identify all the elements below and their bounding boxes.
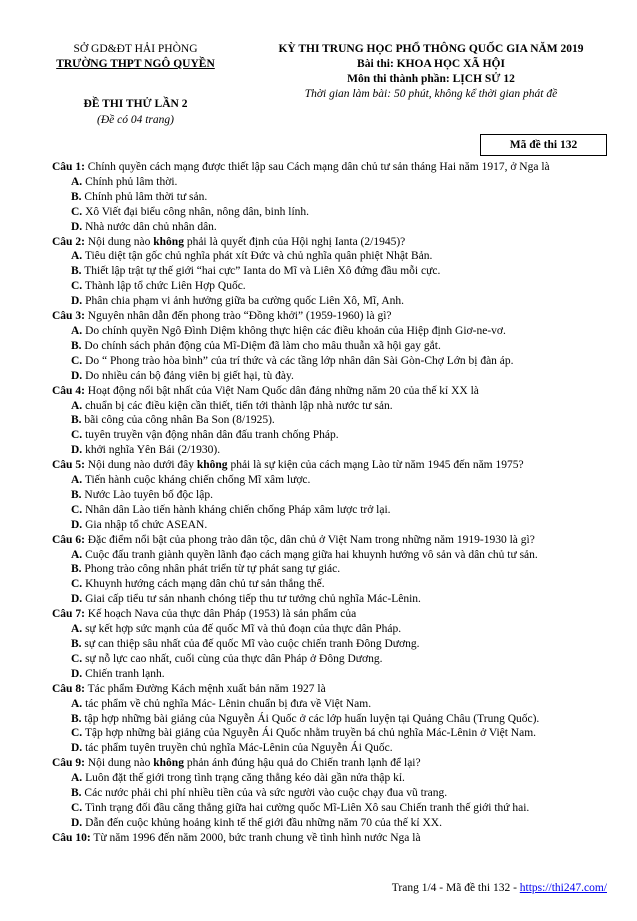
answer-option: [52, 220, 608, 235]
answer-option: [52, 801, 608, 816]
footer-text: Trang 1/4 - Mã đề thi 132 -: [391, 882, 520, 894]
option-text: Do chính quyền Ngô Đình Diệm không thực hiện các điều khoản của Hiệp định Giơ-ne-vơ.: [85, 324, 506, 337]
answer-option: [52, 741, 608, 756]
question-stem: [52, 682, 608, 697]
question-text: Từ năm 1996 đến năm 2000, bức tranh chung về tình hình nước Nga là: [93, 831, 421, 844]
option-text: tác phẩm về chủ nghĩa Mác- Lênin chuẩn bị đưa về Việt Nam.: [85, 697, 372, 710]
option-text: Tình trạng đối đầu căng thẳng giữa hai cường quốc Mĩ-Liên Xô sau Chiến tranh thế giới thứ hai.: [84, 801, 530, 814]
option-label: C.: [71, 354, 83, 367]
answer-option: [52, 712, 608, 727]
exam-title: KỲ THI TRUNG HỌC PHỔ THÔNG QUỐC GIA NĂM 2019: [278, 43, 584, 55]
option-text: tác phẩm tuyên truyền chủ nghĩa Mác-Lênin của Nguyễn Ái Quốc.: [85, 742, 393, 755]
trial-info: [38, 96, 233, 128]
option-text: Tiến hành cuộc kháng chiến chống Mĩ xâm lược.: [84, 474, 311, 487]
question-stem: [52, 533, 608, 548]
option-label: D.: [71, 220, 83, 233]
footer-link[interactable]: https://thi247.com/: [519, 882, 607, 894]
option-text: sự can thiệp sâu nhất của đế quốc Mĩ vào cuộc chiến tranh Đông Dương.: [84, 638, 420, 650]
question-text: Nội dung nào: [87, 757, 151, 770]
answer-option: [52, 816, 608, 831]
option-label: A.: [71, 175, 83, 188]
question-text: Kế hoạch Nava của thực dân Pháp (1953) là sản phẩm của: [87, 608, 357, 621]
option-label: B.: [71, 787, 82, 800]
option-label: B.: [71, 638, 82, 650]
answer-option: [52, 503, 608, 518]
page-count-note: (Đề có 04 trang): [97, 114, 174, 126]
question-3: [52, 309, 608, 384]
question-number: Câu 2:: [52, 235, 85, 248]
option-text: chuẩn bị các điều kiện cần thiết, tiến tới thành lập nhà nước tư sản.: [85, 399, 393, 412]
question-stem: [52, 309, 608, 324]
option-text: sự kết hợp sức mạnh của đế quốc Mĩ và thủ đoạn của thực dân Pháp.: [85, 623, 402, 636]
answer-option: [52, 443, 608, 458]
answer-option: [52, 726, 608, 741]
option-label: C.: [71, 205, 83, 218]
option-text: Chính phủ lâm thời tư sản.: [84, 190, 208, 203]
question-5: [52, 458, 608, 533]
answer-option: [52, 175, 608, 190]
exam-time: Thời gian làm bài: 50 phút, không kể thời gian phát đề: [304, 88, 558, 100]
option-text: Gia nhập tổ chức ASEAN.: [85, 518, 208, 531]
question-number: Câu 3:: [52, 310, 85, 323]
option-text: Khuynh hướng cách mạng dân chủ tư sản thắng thế.: [85, 578, 325, 591]
answer-option: [52, 279, 608, 294]
question-stem: [52, 235, 608, 250]
option-text: Luôn đặt thế giới trong tình trạng căng thẳng kéo dài gần nửa thập kỉ.: [85, 772, 405, 785]
option-text: Xô Viết đại biểu công nhân, nông dân, binh lính.: [85, 205, 310, 218]
option-label: B.: [71, 190, 82, 203]
question-9: [52, 756, 608, 831]
option-label: A.: [71, 772, 83, 785]
option-text: khởi nghĩa Yên Bái (2/1930).: [85, 444, 221, 457]
option-label: D.: [71, 593, 83, 606]
option-label: C.: [71, 727, 83, 740]
option-label: D.: [71, 667, 83, 680]
answer-option: [52, 548, 608, 563]
question-number: Câu 1:: [52, 161, 85, 173]
option-text: Nhà nước dân chủ nhân dân.: [85, 220, 217, 233]
question-stem: [52, 756, 608, 771]
school-name: TRƯỜNG THPT NGÔ QUYỀN: [56, 58, 215, 70]
answer-option: [52, 622, 608, 637]
answer-option: [52, 413, 608, 428]
option-label: C.: [71, 578, 83, 591]
option-text: Phân chia phạm vi ảnh hưởng giữa ba cường quốc Liên Xô, Mĩ, Anh.: [85, 295, 405, 308]
answer-option: [52, 369, 608, 384]
question-keyword: không: [153, 235, 184, 248]
option-text: Phong trào công nhân phát triển từ tự phát sang tự giác.: [84, 563, 341, 576]
question-stem: [52, 607, 608, 622]
question-number: Câu 9:: [52, 757, 85, 770]
answer-option: [52, 264, 608, 279]
option-text: Tập hợp những bài giảng của Nguyễn Ái Quốc nhằm truyền bá chủ nghĩa Mác-Lênin ở Việt Nam.: [84, 727, 537, 740]
answer-option: [52, 294, 608, 309]
option-text: Do “ Phong trào hòa bình” của trí thức và các tầng lớp nhân dân Sài Gòn-Chợ Lớn bị đàn áp.: [85, 354, 514, 367]
option-text: Chiến tranh lạnh.: [85, 667, 165, 680]
answer-option: [52, 473, 608, 488]
trial-label: ĐỀ THI THỬ LẦN 2: [83, 98, 188, 110]
answer-option: [52, 667, 608, 682]
question-6: [52, 533, 608, 608]
question-text: Đặc điểm nổi bật của phong trào dân tộc, dân chủ ở Việt Nam trong những năm 1919-1930 là gì?: [87, 533, 535, 546]
exam-subject: Bài thi: KHOA HỌC XÃ HỘI: [357, 58, 505, 70]
question-number: Câu 4:: [52, 384, 85, 397]
option-text: Dẫn đến cuộc khủng hoảng kinh tế thế giới đầu những năm 70 của thế kỉ XX.: [85, 816, 442, 829]
option-label: A.: [71, 474, 83, 487]
question-4: [52, 384, 608, 459]
option-label: B.: [71, 563, 82, 576]
question-stem: [52, 384, 608, 399]
option-text: Các nước phải chi phí nhiều tiền của và sức người vào cuộc chạy đua vũ trang.: [84, 787, 448, 800]
option-text: Do nhiều cán bộ đảng viên bị giết hại, tù đày.: [85, 369, 294, 382]
answer-option: [52, 771, 608, 786]
option-label: A.: [71, 548, 83, 561]
option-text: Do chính sách phản động của Mĩ-Diệm đã làm cho mâu thuẫn xã hội gay gắt.: [84, 339, 441, 352]
option-label: C.: [71, 429, 83, 442]
option-text: Thiết lập trật tự thế giới “hai cực” Ianta do Mĩ và Liên Xô đứng đầu mỗi cực.: [84, 265, 441, 278]
option-text: Chính phủ lâm thời.: [85, 175, 178, 188]
answer-option: [52, 488, 608, 503]
question-keyword: không: [196, 459, 228, 472]
question-number: Câu 7:: [52, 608, 85, 621]
header-left: [38, 42, 233, 72]
question-number: Câu 8:: [52, 682, 85, 695]
answer-option: [52, 428, 608, 443]
option-label: D.: [71, 444, 83, 457]
option-label: A.: [71, 399, 83, 412]
question-text: Nội dung nào: [87, 235, 151, 248]
answer-option: [52, 562, 608, 577]
question-number: Câu 6:: [52, 533, 85, 546]
dept-name: SỞ GD&ĐT HẢI PHÒNG: [73, 43, 198, 55]
option-text: Thành lập tổ chức Liên Hợp Quốc.: [84, 280, 246, 293]
answer-option: [52, 518, 608, 533]
answer-option: [52, 399, 608, 414]
question-stem: [52, 458, 608, 473]
answer-option: [52, 324, 608, 339]
answer-option: [52, 637, 608, 652]
question-text: Tác phẩm Đường Kách mệnh xuất bản năm 1927 là: [87, 682, 326, 695]
question-10: [52, 831, 608, 846]
option-text: tập hợp những bài giảng của Nguyễn Ái Quốc ở các lớp huấn luyện tại Quảng Châu (Trung Quốc).: [84, 712, 540, 725]
option-label: A.: [71, 623, 83, 636]
question-1: [52, 160, 608, 235]
question-keyword: không: [153, 757, 184, 770]
question-text-continued: phản ánh đúng hậu quả do Chiến tranh lạnh để lại?: [186, 757, 421, 770]
question-text: Nguyên nhân dẫn đến phong trào “Đồng khởi” (1959-1960) là gì?: [87, 310, 392, 323]
option-label: D.: [71, 742, 83, 755]
answer-option: [52, 592, 608, 607]
answer-option: [52, 339, 608, 354]
option-label: B.: [71, 488, 82, 501]
question-number: Câu 10:: [52, 831, 91, 844]
answer-option: [52, 249, 608, 264]
answer-option: [52, 786, 608, 801]
question-number: Câu 5:: [52, 459, 85, 472]
answer-option: [52, 652, 608, 667]
question-text: Chính quyền cách mạng được thiết lập sau Cách mạng dân chủ tư sản tháng Hai năm 1917, ở Nga là: [87, 161, 550, 173]
question-7: [52, 607, 608, 682]
option-label: B.: [71, 712, 82, 725]
option-text: Tiêu diệt tận gốc chủ nghĩa phát xít Đức và chủ nghĩa quân phiệt Nhật Bản.: [84, 250, 433, 263]
option-text: Nước Lào tuyên bố độc lập.: [84, 488, 213, 501]
option-label: D.: [71, 369, 83, 382]
option-label: D.: [71, 816, 83, 829]
question-text-continued: phải là quyết định của Hội nghị Ianta (2/1945)?: [186, 235, 406, 248]
answer-option: [52, 577, 608, 592]
option-label: A.: [71, 324, 83, 337]
option-text: Giai cấp tiểu tư sản nhanh chóng tiếp thu tư tưởng chủ nghĩa Mác-Lênin.: [85, 593, 421, 606]
option-label: D.: [71, 295, 83, 308]
option-label: B.: [71, 414, 82, 427]
answer-option: [52, 205, 608, 220]
question-text-continued: phải là sự kiện của cách mạng Lào từ năm 1945 đến năm 1975?: [230, 459, 524, 472]
question-8: [52, 682, 608, 757]
option-label: A.: [71, 250, 83, 263]
option-text: Nhân dân Lào tiến hành kháng chiến chống Pháp xâm lược trở lại.: [85, 503, 391, 516]
option-label: A.: [71, 697, 83, 710]
option-label: B.: [71, 339, 82, 352]
question-stem: [52, 160, 608, 175]
option-label: C.: [71, 503, 83, 516]
option-label: B.: [71, 265, 82, 278]
option-label: C.: [71, 280, 83, 293]
answer-option: [52, 697, 608, 712]
option-label: C.: [71, 652, 83, 665]
page-footer: [335, 882, 607, 894]
questions-list: [52, 160, 608, 846]
answer-option: [52, 354, 608, 369]
question-text: Nội dung nào dưới đây: [87, 459, 194, 472]
question-text: Hoạt động nổi bật nhất của Việt Nam Quốc dân đảng những năm 20 của thế kỉ XX là: [87, 384, 479, 397]
option-text: sự nỗ lực cao nhất, cuối cùng của thực dân Pháp ở Đông Dương.: [85, 652, 383, 665]
header-right: [245, 42, 617, 102]
option-text: bãi công của công nhân Ba Son (8/1925).: [84, 414, 275, 427]
answer-option: [52, 190, 608, 205]
question-2: [52, 235, 608, 310]
option-text: Cuộc đấu tranh giành quyền lãnh đạo cách mạng giữa hai khuynh hướng vô sản và dân chủ tư sản.: [85, 548, 538, 561]
option-label: D.: [71, 518, 83, 531]
exam-component: Môn thi thành phần: LỊCH SỬ 12: [347, 73, 515, 85]
option-text: tuyên truyền vận động nhân dân đấu tranh chống Pháp.: [85, 429, 339, 442]
exam-code-box: Mã đề thi 132: [480, 134, 607, 156]
option-label: C.: [71, 801, 83, 814]
question-stem: [52, 831, 608, 846]
